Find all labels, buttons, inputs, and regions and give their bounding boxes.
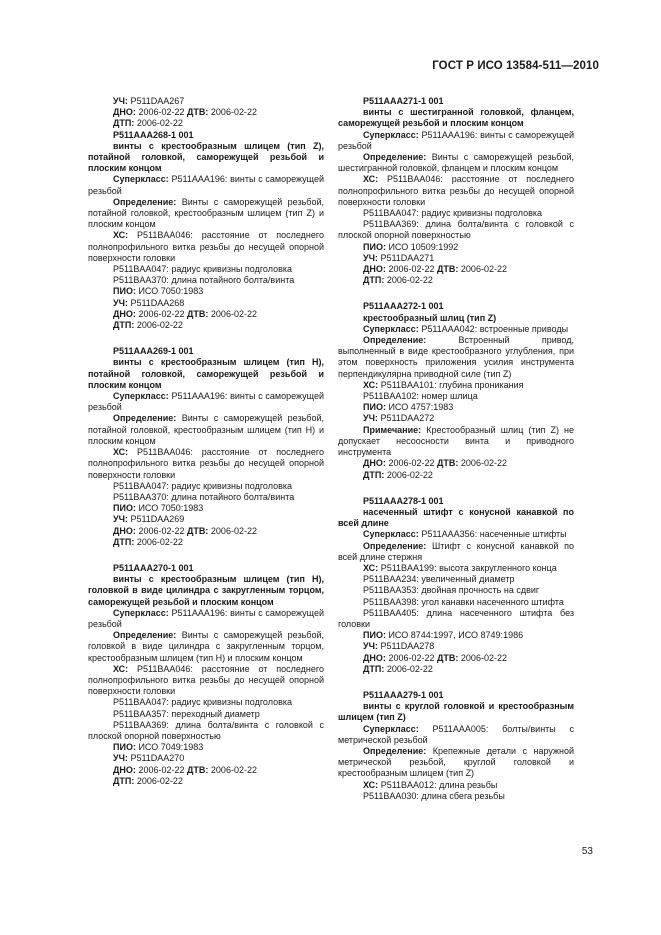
- entry-title-text: P511AAA278-1 001: [363, 495, 444, 506]
- entry-field: [88, 697, 324, 708]
- entry-field: [338, 264, 574, 275]
- right-column: [338, 96, 574, 817]
- field-label: ДТВ:: [187, 525, 209, 536]
- entry-field: [88, 309, 324, 320]
- entry-field: [338, 152, 574, 174]
- field-label: Определение:: [113, 630, 177, 641]
- entry-field: [88, 118, 324, 129]
- entry-field: [338, 585, 574, 596]
- entry-title: [338, 107, 574, 129]
- entry-field: [88, 753, 324, 764]
- field-value: P511BAA199: высота закругленного конца: [380, 562, 557, 573]
- entry-field: [338, 208, 574, 219]
- entry-field: [338, 253, 574, 264]
- field-label: Суперкласс:: [363, 723, 419, 734]
- entry-field: [338, 242, 574, 253]
- field-value: ИСО 10509:1992: [388, 241, 459, 252]
- field-value: P511BAA370: длина потайного болта/винта: [113, 275, 295, 286]
- entry-field: [338, 664, 574, 675]
- field-label: ХС:: [363, 379, 379, 390]
- entry-field: [88, 298, 324, 309]
- entry-title-text: винты с шестигранной головкой, фланцем, саморежущей резьбой и плоским концом: [338, 107, 574, 129]
- entry-field: [88, 742, 324, 753]
- field-value: 2006-02-22: [386, 469, 433, 480]
- field-label: УЧ:: [113, 753, 128, 764]
- field-value: 2006-02-22: [136, 536, 183, 547]
- field-label: ДТП:: [113, 320, 135, 331]
- entry-field: [338, 324, 574, 335]
- field-value: 2006-02-22: [138, 107, 185, 118]
- field-label: УЧ:: [113, 96, 128, 106]
- field-label: ДТП:: [363, 275, 385, 286]
- field-value: 2006-02-22: [138, 308, 185, 319]
- field-value: P511BAA012: длина резьбы: [380, 779, 498, 790]
- field-value: 2006-02-22: [210, 107, 257, 118]
- left-column: [88, 96, 324, 802]
- glossary-entry: [88, 346, 324, 548]
- field-value: Крепежные детали с наружной метрической резьбой, круглой головкой и крестообразным шлицем (тип Z): [338, 745, 574, 779]
- field-value: 2006-02-22: [210, 764, 257, 775]
- field-value: ИСО 4757:1983: [388, 402, 454, 413]
- field-label: ДНО:: [363, 458, 386, 469]
- field-value: P511DAA267: [130, 96, 185, 106]
- entry-field: [338, 529, 574, 540]
- entry-field: [88, 492, 324, 503]
- field-value: ИСО 7049:1983: [138, 742, 204, 753]
- entry-field: [338, 219, 574, 241]
- entry-title-text: P511AAA270-1 001: [113, 562, 194, 573]
- field-value: P511BAA101: глубина проникания: [380, 379, 524, 390]
- field-label: УЧ:: [363, 252, 378, 263]
- field-value: P511DAA268: [130, 297, 185, 308]
- entry-field: [88, 776, 324, 787]
- field-value: 2006-02-22: [136, 320, 183, 331]
- field-value: P511BAA047: радиус кривизны подголовка: [113, 264, 293, 275]
- entry-field: [338, 563, 574, 574]
- field-value: 2006-02-22: [210, 308, 257, 319]
- field-label: Определение:: [363, 152, 427, 163]
- entry-field: [88, 413, 324, 447]
- field-label: УЧ:: [113, 297, 128, 308]
- field-label: Суперкласс:: [113, 174, 169, 185]
- field-label: ХС:: [363, 174, 379, 185]
- field-value: P511AAA042: встроенные приводы: [421, 323, 569, 334]
- field-label: Примечание:: [363, 424, 422, 435]
- entry-field: [88, 107, 324, 118]
- field-value: Винты с саморежущей резьбой, потайной головкой, крестообразным шлицем (тип H) и плоским концом: [88, 413, 324, 446]
- field-value: P511DAA270: [130, 753, 185, 764]
- field-value: 2006-02-22: [460, 264, 507, 275]
- field-label: ПИО:: [363, 241, 386, 252]
- field-value: P511BAA369: длина болта/винта с головкой с плоской опорной поверхностью: [338, 219, 574, 241]
- entry-field: [88, 709, 324, 720]
- field-label: ДНО:: [113, 525, 136, 536]
- entry-field: [338, 391, 574, 402]
- field-value: Встроенный привод, выполненный в виде крестообразного углубления, при этом поверхность приложения усилия инструмента перпендикулярна приводной силе (тип Z): [338, 335, 574, 379]
- glossary-entry: [338, 96, 574, 286]
- field-label: ДТП:: [113, 118, 135, 129]
- entry-field: [88, 503, 324, 514]
- entry-field: [338, 641, 574, 652]
- entry-field: [338, 746, 574, 780]
- entry-title-text: насеченный штифт с конусной канавкой по всей длине: [338, 506, 574, 529]
- field-label: ХС:: [113, 447, 129, 458]
- field-label: ПИО:: [363, 630, 386, 641]
- field-value: Винты с саморежущей резьбой, головкой в виде цилиндра с закругленным торцом, крестообразным шлицем (тип H) и плоским концом: [88, 630, 324, 663]
- field-value: ИСО 7050:1983: [138, 503, 204, 514]
- field-label: ДТВ:: [187, 308, 209, 319]
- field-value: P511BAA047: радиус кривизны подголовка: [363, 208, 543, 219]
- entry-title-text: крестообразный шлиц (тип Z): [363, 312, 497, 323]
- field-value: P511BAA398: угол канавки насеченного штифта: [363, 596, 564, 607]
- field-label: УЧ:: [363, 641, 378, 652]
- field-value: 2006-02-22: [388, 264, 435, 275]
- entry-field: [88, 720, 324, 742]
- entry-title: [338, 313, 574, 324]
- field-label: ПИО:: [113, 742, 136, 753]
- field-label: ДТП:: [113, 536, 135, 547]
- entry-field: [338, 470, 574, 481]
- entry-title: [88, 563, 324, 574]
- field-value: P511AAA356: насеченные штифты: [421, 529, 567, 540]
- field-value: P511BAA047: радиус кривизны подголовка: [113, 480, 293, 491]
- field-label: Определение:: [363, 335, 427, 346]
- entry-field: [338, 597, 574, 608]
- field-label: ПИО:: [113, 503, 136, 514]
- field-value: P511AAA005: болты/винты с метрической резьбой: [338, 723, 574, 745]
- field-label: Суперкласс:: [363, 129, 419, 140]
- entry-field: [88, 765, 324, 776]
- field-value: P511BAA046: расстояние от последнего полнопрофильного витка резьбы до несущей опорной поверхности головки: [88, 230, 324, 263]
- entry-title: [88, 141, 324, 175]
- field-label: ПИО:: [363, 402, 386, 413]
- field-value: P511BAA030: длина сбега резьбы: [363, 790, 505, 801]
- field-value: 2006-02-22: [138, 525, 185, 536]
- field-value: P511BAA047: радиус кривизны подголовка: [113, 697, 293, 708]
- field-value: 2006-02-22: [138, 764, 185, 775]
- glossary-entry: [338, 301, 574, 480]
- field-value: P511BAA046: расстояние от последнего полнопрофильного витка резьбы до несущей опорной поверхности головки: [338, 174, 574, 207]
- field-label: ПИО:: [113, 286, 136, 297]
- field-value: 2006-02-22: [460, 458, 507, 469]
- entry-field: [88, 608, 324, 630]
- field-label: ДНО:: [363, 264, 386, 275]
- field-value: 2006-02-22: [136, 775, 183, 786]
- field-label: ХС:: [363, 779, 379, 790]
- field-label: УЧ:: [113, 514, 128, 525]
- field-value: P511BAA357: переходный диаметр: [113, 708, 260, 719]
- field-value: P511BAA234: увеличенный диаметр: [363, 574, 515, 585]
- field-label: Суперкласс:: [363, 529, 419, 540]
- field-label: ХС:: [363, 562, 379, 573]
- entry-field: [88, 230, 324, 264]
- field-value: 2006-02-22: [136, 118, 183, 129]
- entry-field: [338, 458, 574, 469]
- field-label: ДТВ:: [187, 107, 209, 118]
- entry-field: [338, 780, 574, 791]
- entry-title: [88, 357, 324, 391]
- entry-title: [88, 130, 324, 141]
- field-value: P511BAA046: расстояние от последнего полнопрофильного витка резьбы до несущей опорной поверхности головки: [88, 447, 324, 480]
- field-label: ДНО:: [363, 652, 386, 663]
- field-label: Определение:: [363, 745, 427, 756]
- field-value: P511BAA353: двойная прочность на сдвиг: [363, 585, 540, 596]
- entry-field: [338, 653, 574, 664]
- entry-field: [338, 791, 574, 802]
- field-value: P511AAA196: винты с саморежущей резьбой: [88, 607, 324, 629]
- entry-field: [88, 391, 324, 413]
- entry-title-text: P511AAA269-1 001: [113, 346, 194, 357]
- glossary-entry: [338, 690, 574, 802]
- entry-field: [338, 380, 574, 391]
- field-value: 2006-02-22: [388, 652, 435, 663]
- entry-title-text: P511AAA271-1 001: [363, 96, 444, 106]
- field-label: ХС:: [113, 230, 129, 241]
- field-label: ДНО:: [113, 107, 136, 118]
- entry-field: [88, 174, 324, 196]
- field-value: P511DAA269: [130, 514, 185, 525]
- entry-title-text: винты с крестообразным шлицем (тип Z), потайной головкой, саморежущей резьбой и плоским концом: [88, 140, 324, 174]
- field-value: P511BAA046: расстояние от последнего полнопрофильного витка резьбы до несущей опорной поверхности головки: [88, 663, 324, 697]
- entry-field: [88, 96, 324, 107]
- entry-title: [338, 96, 574, 107]
- glossary-entry: [338, 496, 574, 675]
- field-value: P511BAA102: номер шлица: [363, 391, 478, 402]
- field-value: 2006-02-22: [388, 458, 435, 469]
- entry-field: [88, 286, 324, 297]
- field-value: Винты с саморежущей резьбой, шестигранной головкой, фланцем и плоским концом: [338, 152, 574, 174]
- field-label: Суперкласс:: [113, 607, 169, 618]
- entry-field: [338, 724, 574, 746]
- field-label: ДТВ:: [187, 764, 209, 775]
- glossary-entry: [88, 96, 324, 331]
- entry-field: [88, 526, 324, 537]
- entry-field: [338, 630, 574, 641]
- entry-field: [88, 537, 324, 548]
- field-value: P511BAA369: длина болта/винта с головкой с плоской опорной поверхностью: [88, 719, 324, 741]
- field-label: Суперкласс:: [113, 391, 169, 402]
- field-label: Определение:: [113, 196, 177, 207]
- entry-title: [338, 507, 574, 529]
- field-value: ИСО 7050:1983: [138, 286, 204, 297]
- field-value: 2006-02-22: [386, 275, 433, 286]
- field-value: ИСО 8744:1997, ИСО 8749:1986: [388, 630, 524, 641]
- entry-field: [88, 264, 324, 275]
- field-value: P511AAA196: винты с саморежущей резьбой: [338, 129, 574, 151]
- field-value: P511DAA278: [380, 641, 435, 652]
- entry-field: [338, 608, 574, 630]
- field-value: Крестообразный шлиц (тип Z) не допускает несоосности винта и приводного инструмента: [338, 424, 574, 458]
- field-label: Определение:: [363, 540, 427, 551]
- entry-field: [338, 402, 574, 413]
- field-label: Суперкласс:: [363, 323, 419, 334]
- field-value: P511DAA271: [380, 252, 435, 263]
- field-label: ДНО:: [113, 764, 136, 775]
- entry-field: [338, 413, 574, 424]
- entry-title-text: винты с крестообразным шлицем (тип H), головкой в виде цилиндра с закругленным торцом, саморежущей резьбой и плоским концом: [88, 574, 324, 607]
- entry-field: [338, 425, 574, 459]
- field-value: 2006-02-22: [210, 525, 257, 536]
- field-label: ДТП:: [363, 469, 385, 480]
- entry-field: [88, 197, 324, 231]
- entry-field: [88, 481, 324, 492]
- entry-field: [338, 130, 574, 152]
- entry-field: [338, 574, 574, 585]
- entry-title: [338, 301, 574, 312]
- entry-field: [88, 275, 324, 286]
- field-value: P511AAA196: винты с саморежущей резьбой: [88, 391, 324, 413]
- glossary-entry: [88, 563, 324, 787]
- field-label: ДТВ:: [437, 458, 459, 469]
- field-value: P511DAA272: [380, 413, 435, 424]
- field-label: ХС:: [113, 663, 129, 674]
- field-label: ДТП:: [363, 663, 385, 674]
- field-value: P511AAA196: винты с саморежущей резьбой: [88, 174, 324, 196]
- entry-title-text: винты с крестообразным шлицем (тип H), потайной головкой, саморежущей резьбой и плоским концом: [88, 357, 324, 390]
- field-label: ДТВ:: [437, 652, 459, 663]
- entry-title: [88, 574, 324, 608]
- entry-title-text: P511AAA268-1 001: [113, 129, 194, 140]
- entry-title-text: P511AAA272-1 001: [363, 301, 444, 312]
- entry-title: [338, 690, 574, 701]
- field-label: ДНО:: [113, 308, 136, 319]
- field-label: ДТП:: [113, 775, 135, 786]
- entry-field: [88, 514, 324, 525]
- entry-field: [88, 664, 324, 698]
- entry-title: [338, 496, 574, 507]
- page-number: 53: [581, 846, 593, 857]
- field-value: 2006-02-22: [460, 652, 507, 663]
- field-label: УЧ:: [363, 413, 378, 424]
- field-value: P511BAA405: длина насеченного штифта без головки: [338, 607, 574, 629]
- entry-title-text: P511AAA279-1 001: [363, 689, 444, 700]
- entry-field: [88, 630, 324, 664]
- field-value: Штифт с конусной канавкой по всей длине стержня: [338, 540, 574, 562]
- entry-title-text: винты с круглой головкой и крестообразным шлицем (тип Z): [338, 701, 574, 723]
- entry-field: [88, 447, 324, 481]
- entry-field: [338, 174, 574, 208]
- entry-title: [88, 346, 324, 357]
- entry-field: [88, 320, 324, 331]
- entry-field: [338, 335, 574, 380]
- field-value: P511BAA370: длина потайного болта/винта: [113, 491, 295, 502]
- field-label: ДТВ:: [437, 264, 459, 275]
- field-label: Определение:: [113, 413, 177, 424]
- field-value: 2006-02-22: [386, 663, 433, 674]
- field-value: Винты с саморежущей резьбой, потайной головкой, крестообразным шлицем (тип Z) и плоским концом: [88, 196, 324, 230]
- entry-title: [338, 701, 574, 723]
- document-header: ГОСТ Р ИСО 13584-511—2010: [432, 60, 599, 72]
- entry-field: [338, 275, 574, 286]
- entry-field: [338, 541, 574, 563]
